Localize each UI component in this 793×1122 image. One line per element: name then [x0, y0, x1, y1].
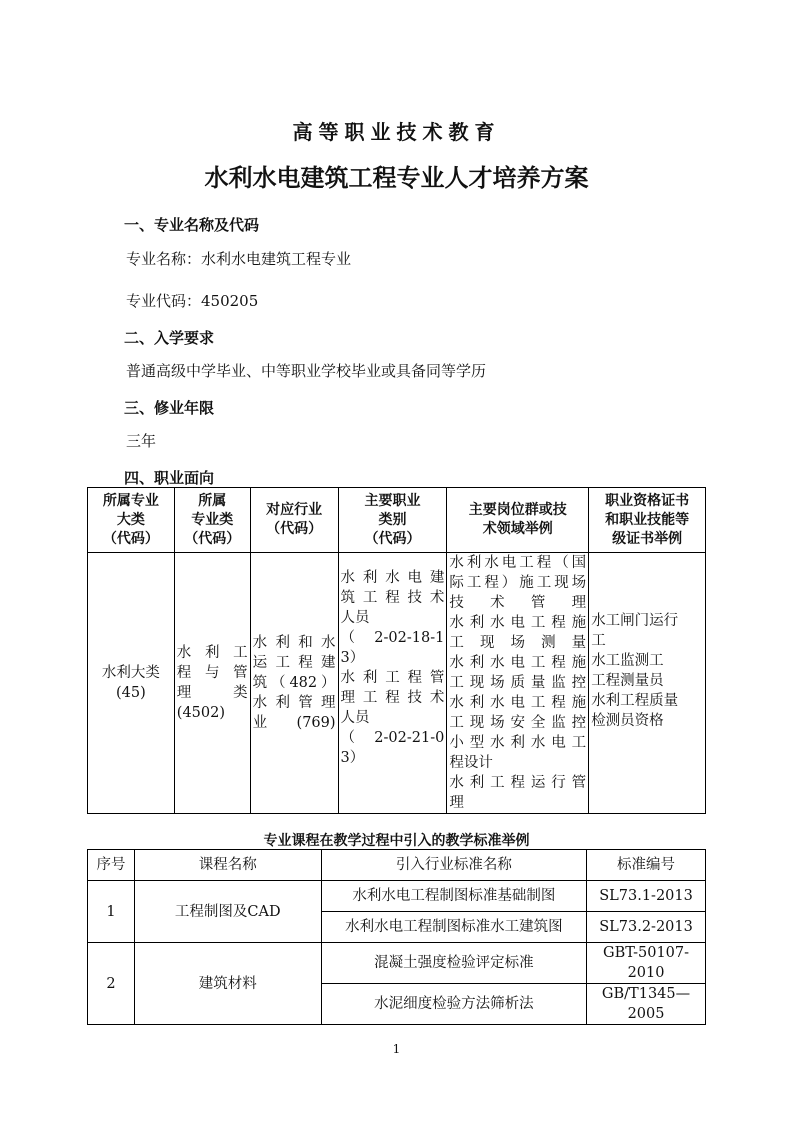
body-cell	[174, 553, 250, 814]
cell-line: 水利水电工程（国	[449, 555, 587, 571]
cell-line: 工程测量员	[591, 673, 664, 689]
header-line: （代码）	[102, 530, 159, 547]
standard-code: SL73.1-2013	[587, 881, 706, 912]
header-line: 主要职业	[364, 492, 421, 509]
cell-line: 工现场安全监控	[449, 715, 587, 731]
doc-title: 水利水电建筑工程专业人才培养方案	[204, 164, 589, 192]
header-cell: 标准编号	[587, 850, 706, 881]
page-number: 1	[392, 1042, 401, 1056]
header-cell	[250, 488, 338, 553]
standard-code: GB/T1345—2005	[587, 984, 706, 1025]
cell-line: 水利管理	[252, 695, 336, 711]
cell-line: 水利工程质量	[591, 693, 679, 709]
header-line: 专业类	[191, 511, 234, 528]
cell-line: 水利工程运行管	[449, 775, 587, 791]
header-line: 所属专业	[102, 492, 159, 509]
major-name: 专业名称：水利水电建筑工程专业	[126, 250, 352, 268]
cell-line: （2-02-18-1	[340, 630, 445, 646]
body-cell	[88, 553, 175, 814]
cell-line: 水利大类	[101, 665, 160, 681]
header-line: 级证书举例	[612, 530, 683, 547]
header-cell: 课程名称	[134, 850, 321, 881]
cell-line: 水利水电工程施	[449, 695, 587, 711]
cell-line: 人员	[340, 610, 370, 626]
standards-table	[87, 849, 706, 1025]
cell-line: 技术管理	[449, 595, 587, 611]
header-line: 所属	[198, 492, 227, 509]
header-line: 职业资格证书	[605, 492, 690, 509]
header-line: 对应行业	[266, 502, 323, 518]
body-cell	[589, 553, 706, 814]
cell-line: 水利和水	[252, 635, 336, 651]
row-number: 2	[88, 943, 135, 1025]
header-line: 术领域举例	[482, 521, 553, 537]
cell-line: 程 与 管	[176, 665, 248, 681]
cell-line: 工	[591, 633, 606, 649]
cell-line: 际工程）施工现场	[449, 575, 587, 591]
header-line: 和职业技能等	[605, 511, 690, 528]
cell-line: 理 类	[176, 685, 248, 701]
duration-text: 三年	[126, 432, 157, 450]
standard-name: 水泥细度检验方法筛析法	[321, 984, 586, 1025]
cell-line: (4502)	[176, 705, 225, 721]
cell-line: 水利水电建	[340, 570, 445, 586]
cell-line: 运工程建	[252, 655, 336, 671]
cell-line: 水利水电工程施	[449, 655, 587, 671]
career-table-row	[88, 553, 706, 814]
cell-line: 程设计	[449, 755, 493, 771]
header-cell: 引入行业标准名称	[321, 850, 586, 881]
cell-line: 业(769)	[252, 715, 336, 731]
header-cell	[338, 488, 447, 553]
standard-name: 水利水电工程制图标准基础制图	[321, 881, 586, 912]
header-cell: 序号	[88, 850, 135, 881]
header-line: 大类	[116, 511, 145, 528]
header-line: 主要岗位群或技	[468, 502, 567, 518]
doc-supertitle: 高等职业技术教育	[292, 120, 501, 144]
body-cell	[338, 553, 447, 814]
course-name: 工程制图及CAD	[134, 881, 321, 943]
cell-line: 检测员资格	[591, 713, 664, 729]
header-cell	[447, 488, 589, 553]
cell-line: 水利工程管	[340, 670, 445, 686]
cell-line: 人员	[340, 710, 370, 726]
body-cell	[447, 553, 589, 814]
standard-name: 水利水电工程制图标准水工建筑图	[321, 912, 586, 943]
cell-line: 筑（482）	[252, 675, 336, 691]
header-line: 类别	[378, 511, 407, 528]
cell-line: 理工程技术	[340, 690, 445, 706]
standard-code: SL73.2-2013	[587, 912, 706, 943]
cell-line: 小型水利水电工	[449, 735, 587, 751]
table-row	[88, 881, 706, 912]
standards-table-header	[88, 850, 706, 881]
standard-name: 混凝土强度检验评定标准	[321, 943, 586, 984]
section-heading-1: 一、专业名称及代码	[124, 216, 260, 234]
course-name: 建筑材料	[134, 943, 321, 1025]
cell-line: （2-02-21-0	[340, 730, 445, 746]
cell-line: 水工监测工	[591, 653, 664, 669]
section-heading-3: 三、修业年限	[124, 399, 215, 417]
cell-line: 水工闸门运行	[591, 613, 679, 629]
cell-line: 筑工程技术	[340, 590, 445, 606]
body-cell	[250, 553, 338, 814]
section-heading-4: 四、职业面向	[124, 469, 215, 487]
header-line: （代码）	[364, 530, 421, 547]
table-row	[88, 943, 706, 984]
admission-text: 普通高级中学毕业、中等职业学校毕业或具备同等学历	[126, 362, 487, 380]
career-table	[87, 487, 706, 814]
cell-line: 3）	[340, 650, 365, 666]
cell-line: (45)	[116, 685, 146, 701]
row-number: 1	[88, 881, 135, 943]
cell-line: 工现场质量监控	[449, 675, 587, 691]
header-cell	[589, 488, 706, 553]
section-heading-2: 二、入学要求	[124, 329, 215, 347]
cell-line: 水 利 工	[176, 645, 248, 661]
career-table-header	[88, 488, 706, 553]
major-code: 专业代码：450205	[126, 292, 259, 310]
header-cell	[174, 488, 250, 553]
standard-code: GBT-50107-2010	[587, 943, 706, 984]
cell-line: 理	[449, 795, 464, 811]
cell-line: 工现场测量	[449, 635, 587, 651]
header-cell	[88, 488, 175, 553]
table2-caption: 专业课程在教学过程中引入的教学标准举例	[263, 833, 530, 849]
header-line: （代码）	[266, 521, 323, 537]
header-line: （代码）	[184, 530, 241, 547]
cell-line: 3）	[340, 750, 365, 766]
cell-line: 水利水电工程施	[449, 615, 587, 631]
